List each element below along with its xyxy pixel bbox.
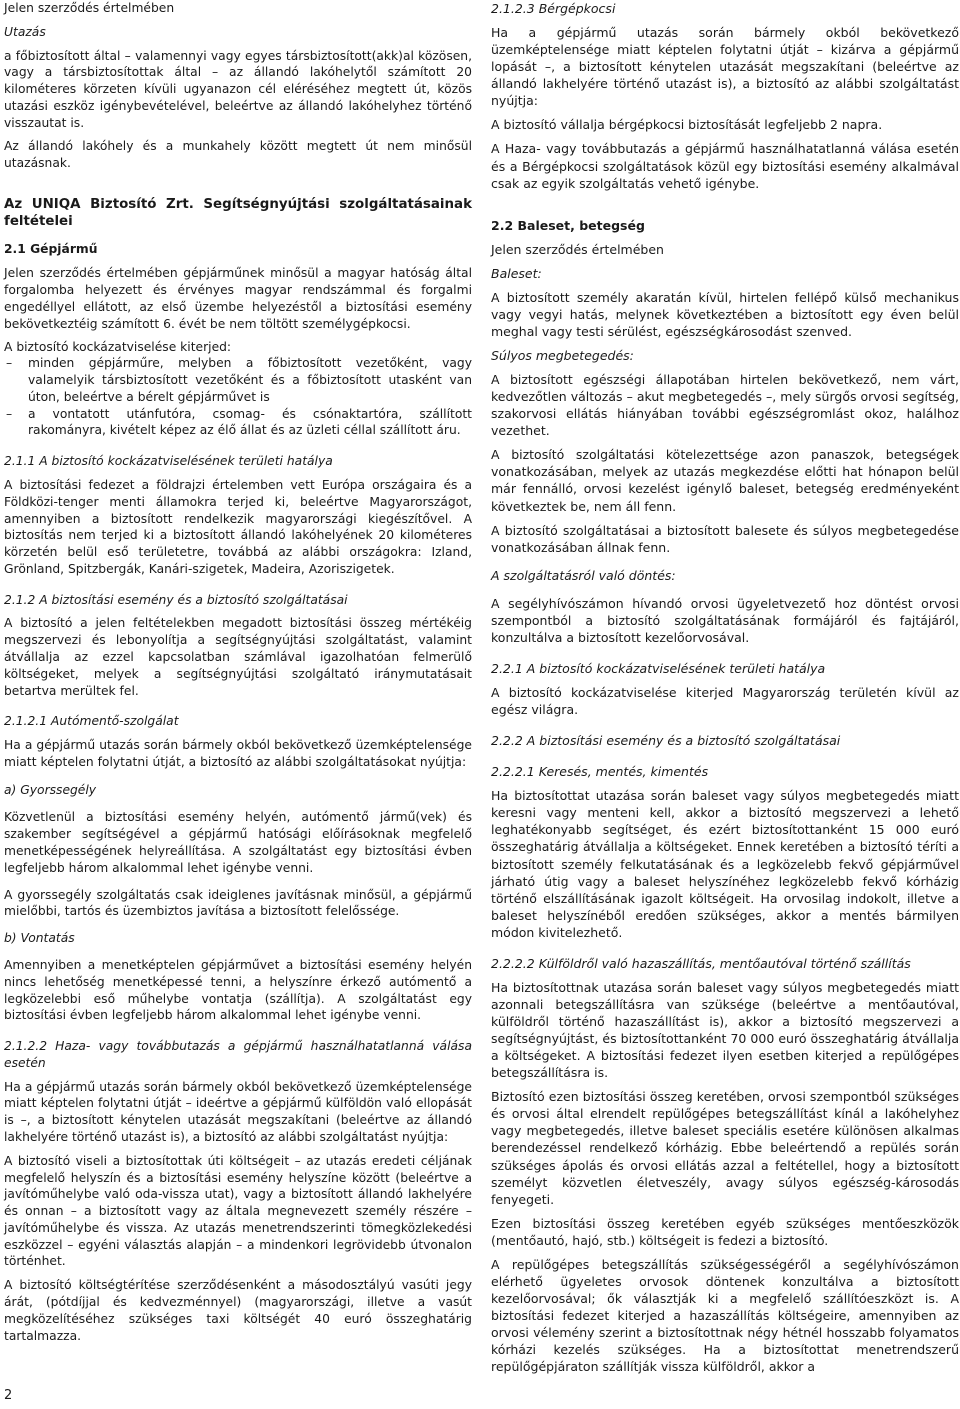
section-heading: Az UNIQA Biztosító Zrt. Segítségnyújtási szolgáltatásainak feltételei: [4, 197, 472, 229]
paragraph: a főbiztosított által – valamennyi vagy egyes társbiztosított(akk)al közösen, vagy a társbiztosítottak által – az állandó lakóhelytől számított 20 kilométeres körzeten kívüli ugyanazon cél eléréséhez megtett út, közös utazási eszköz igénybevételével, beleértve az állandó lakóhelyhez történő visszautat is.: [4, 48, 472, 130]
paragraph: A biztosító vállalja bérgépkocsi biztosítását legfeljebb 2 napra.: [491, 117, 883, 133]
paragraph: A biztosító kockázatviselése kiterjed Magyarország területén kívül az egész világra.: [491, 685, 959, 718]
paragraph: A biztosított személy akaratán kívül, hirtelen fellépő külső mechanikus vagy vegyi hatás, melynek következtében a biztosított egy éven belül meghal vagy testi sérülést, egészségkárosodást szenved.: [491, 289, 959, 339]
paragraph: Ha a gépjármű utazás során bármely okból bekövetkező üzemképtelensége miatt képtelen folytatni útját – kizárva a gépjármű lopását –, a biztosított kénytelen utazását megszakítani (beleértve az állandó lakhelyére történő utazást is), a biztosító az alábbi szolgáltatást nyújtja:: [491, 25, 959, 109]
right-column: [491, 0, 959, 1375]
paragraph: A biztosító kockázatviselése kiterjed:: [4, 339, 232, 354]
list-item: – minden gépjárműre, melyben a főbiztosított vezetőként, vagy valamelyik társbiztosított vezetőként és a főbiztosított utasként van úton, beleértve a bérelt gépjárművet is: [4, 355, 472, 405]
paragraph: Ha a gépjármű utazás során bármely okból bekövetkező üzemképtelensége miatt képtelen folytatni útját, a biztosító az alábbi szolgáltatásokat nyújtja:: [4, 738, 472, 769]
paragraph: Jelen szerződés értelmében: [491, 241, 664, 257]
paragraph: Ha biztosítottnak utazása során baleset vagy súlyos megbetegedés miatt azonnali betegszállításra van szüksége (beleértve a mentőautóval, külföldről történő hazaszállítást is), akkor a biztosító megszervezi a segítségnyújtást, és biztosítottanként 70 000 euró összeghatárig átvállalja a költségeket. A biztosítási fedezet ilyen esetben kiterjed a repülőgépes betegszállításra is.: [491, 979, 959, 1081]
paragraph: Az állandó lakóhely és a munkahely között megtett út nem minősül utazásnak.: [4, 139, 472, 171]
section-heading-accident: 2.2 Baleset, betegség: [491, 217, 645, 233]
paragraph: A biztosító költségtérítése szerződésenként a másodosztályú vasúti jegy árát, (pótdíjjal és kedvezménnyel) (magyarországi, illetve a vasút megközelítéséhez szükséges taxi költségét 40 euró összeghatárig tartalmazza.: [4, 1278, 472, 1343]
paragraph: Amennyiben a menetképtelen gépjárművet a biztosítási esemény helyén nincs lehetőség menetképessé tenni, a helyszínre érkező autómentő a legközelebbi eső műhelybe vontatja (szállítja). A szolgáltatást egy biztosítási évben legfeljebb három alkalommal lehet igénybe venni.: [4, 957, 472, 1023]
list-item: – a vontatott utánfutóra, csomag- és csónaktartóra, szállított rakományra, kivételt képez az élő állat és az üzleti céllal szállított áru.: [4, 406, 472, 440]
definition-term-travel: Utazás: [4, 24, 46, 39]
page-number: 2: [4, 1388, 13, 1403]
subsection-heading: 2.2.2.1 Keresés, mentés, kimentés: [491, 764, 709, 780]
paragraph: A biztosított egészségi állapotában hirtelen bekövetkező, nem várt, kedvezőtlen változás – akut megbetegedés –, mely sürgős orvosi segítség, szakorvosi ellátás hiányában további egészségromlást okoz, halálhoz vezethet.: [491, 372, 959, 439]
coverage-list: [4, 355, 472, 439]
subsection-heading: 2.1.2 A biztosítási esemény és a biztosító szolgáltatásai: [4, 592, 348, 607]
paragraph: Jelen szerződés értelmében gépjárműnek minősül a magyar hatóság által forgalomba helyezett és érvényes magyar rendszámmal és forgalmi engedéllyel ellátott, az első üzembe helyezéstől a biztosítási esemény bekövetkeztéig számított 6. évét be nem töltött személygépkocsi.: [4, 266, 472, 331]
paragraph: Ha a gépjármű utazás során bármely okból bekövetkező üzemképtelensége miatt képtelen folytatni útját – ideértve a gépjármű külföldön való ellopását is –, a biztosított kénytelen utazását megszakítani (beleértve az állandó lakhelyére történő utazást is), a biztosító az alábbi szolgáltatást nyújtja:: [4, 1079, 472, 1144]
paragraph: A repülőgépes betegszállítás szükségességéről a segélyhívószámon elérhető ügyeletes orvosok döntenek konzultálva a biztosított kezelőorvosával; ők választják ki a megfelelő szállítóeszközt is. A biztosítási fedezet kiterjed a hazaszállítás költségeire, amennyiben az orvosi vélemény szerint a biztosítottnak négy hétnél hosszabb folyamatos kórházi kezelés szükséges. Ha a biztosítottat menetrendszerű repülőgépjáraton szállítják vissza külföldről, akkor a: [491, 1256, 959, 1375]
paragraph: Biztosító ezen biztosítási összeg keretében, orvosi szempontból szükséges és orvosi által elrendelt repülőgépes betegszállítást kínál a lakóhelyhez vagy megbetegedés, illetve baleset speciális esetére különösen alkalmas berendezéssel rendelkező kórházig. Ebbe beleértendő a repülés során szükséges ápolás és orvosi ellátás azzal a feltétellel, hogy a biztosított személyt közvetlen életveszély, avagy súlyos egészség-károsodás fenyegeti.: [491, 1089, 959, 1207]
paragraph: A biztosító a jelen feltételekben megadott biztosítási összeg mértékéig megszervezi és lebonyolítja a segítségnyújtási szolgáltatást, valamint átvállalja az ezzel kapcsolatban számlával igazolhatóan felmerülő költségeket, melyek a segítségnyújtási szolgáltató iránymutatásait betartva merültek fel.: [4, 616, 472, 698]
paragraph: A biztosító viseli a biztosítottak úti költségeit – az utazás eredeti céljának megfelelő helyszín és a biztosítási esemény helyszíne között (beleértve a javítóműhelybe való oda-vissza utat), vagy a biztosított állandó lakhelyére és onnan – a biztosított vagy az általa megnevezett személy részére – javítóműhelybe és vissza. Az utazás menetrendszerinti tömegközlekedési eszközzel – egyéni választás alapján – a mindenkori legrövidebb útvonalon történhet.: [4, 1153, 472, 1269]
subsection-heading: a) Gyorssegély: [4, 782, 97, 797]
left-column: [4, 0, 472, 1344]
paragraph: A biztosítási fedezet a földrajzi értelemben vett Európa országaira és a Földközi-tenger menti államokra terjed ki, beleértve Magyarországot, amennyiben a biztosított rendelkezik magyarországi kiegészítővel. A biztosítás nem terjed ki a biztosított állandó lakóhelyének 20 kilométeres körzetén belül eső területetre, továbbá az alábbi országokra: Izland, Grönland, Spitzbergák, Kanári-szigetek, Madeira, Azoriszigetek.: [4, 477, 472, 576]
definition-term: A szolgáltatásról való döntés:: [491, 567, 676, 583]
section-heading-vehicle: 2.1 Gépjármű: [4, 241, 98, 256]
paragraph: Ezen biztosítási összeg keretében egyéb szükséges mentőeszközök (mentőautó, hajó, stb.) költségeit is fedezi a biztosító.: [491, 1215, 959, 1248]
subsection-heading: 2.1.2.2 Haza- vagy továbbutazás a gépjármű használhatatlanná válása esetén: [4, 1039, 472, 1070]
subsection-heading: 2.2.1 A biztosító kockázatviselésének területi hatálya: [491, 660, 826, 676]
paragraph: A gyorssegély szolgáltatás csak ideiglenes javításnak minősül, a gépjármű mielőbbi, tartós és üzembiztos javítása a biztosított felelőssége.: [4, 887, 472, 919]
subsection-heading: b) Vontatás: [4, 931, 75, 946]
paragraph: A segélyhívószámon hívandó orvosi ügyeletvezető hoz döntést orvosi szempontból a biztosító szolgáltatásának formájáról és fajtájáról, konzultálva a biztosított kezelőorvosával.: [491, 595, 959, 645]
subsection-heading: 2.2.2.2 Külföldről való hazaszállítás, mentőautóval történő szállítás: [491, 955, 911, 971]
subsection-heading: 2.1.2.3 Bérgépkocsi: [491, 1, 616, 16]
paragraph: A biztosító szolgáltatási kötelezettsége azon panaszok, betegségek vonatkozásában, melyek az utazás megkezdése előtti hat hónapon belül már fennálló, orvosi kezelést igénylő baleset, betegség eredményeként következtek be, nem áll fenn.: [491, 447, 959, 514]
paragraph: Közvetlenül a biztosítási esemény helyén, autómentő jármű(vek) és szakember segítségével a gépjármű hatósági előírásoknak megfelelő menetképességének helyreállítása. A szolgáltatást egy biztosítási évben legfeljebb három alkalommal lehet igénybe venni.: [4, 810, 472, 875]
paragraph: A biztosító szolgáltatásai a biztosított balesete és súlyos megbetegedése vonatkozásában állnak fenn.: [491, 522, 959, 555]
paragraph: A Haza- vagy továbbutazás a gépjármű használhatatlanná válása esetén és a Bérgépkocsi szolgáltatások közül egy biztosítási esemény alkalmával csak az egyik szolgáltatás vehető igénybe.: [491, 141, 959, 191]
intro-line: Jelen szerződés értelmében: [4, 1, 175, 15]
definition-term: Súlyos megbetegedés:: [491, 348, 634, 363]
subsection-heading: 2.1.1 A biztosító kockázatviselésének területi hatálya: [4, 454, 333, 469]
definition-term: Baleset:: [491, 265, 542, 281]
paragraph: Ha biztosítottat utazása során baleset vagy súlyos megbetegedés miatt keresni vagy menteni kell, akkor a biztosító megszervezi a lehető leghatékonyabb segítséget, és ezért biztosítottanként 15 000 euró összeghatárig átvállalja a költségeket. Ennek keretében a biztosító téríti a biztosított személy felkutatásának és a legközelebb fekvő gépjárművel járható útig vagy a baleset helyszínéhez legközelebb fekvő kórházig történő elszállításának igazolt költségeit. Ha orvosilag indokolt, illetve a baleset helyszínéből eredően szükséges, akkor a mentés bármilyen módon kivitelezhető.: [491, 788, 959, 940]
subsection-heading: 2.2.2 A biztosítási esemény és a biztosító szolgáltatásai: [491, 733, 841, 749]
subsection-heading: 2.1.2.1 Autómentő-szolgálat: [4, 714, 179, 729]
